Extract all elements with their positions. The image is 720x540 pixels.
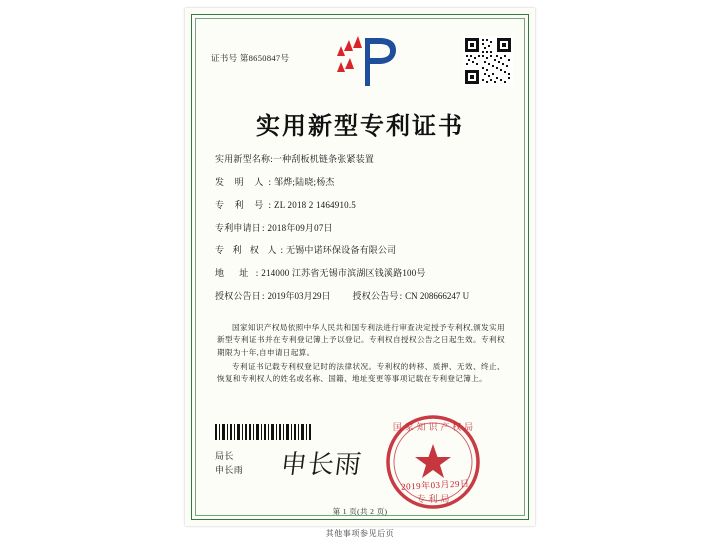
grant-date-segment — [215, 291, 331, 301]
footer-note: 其他事项参见后页 — [325, 529, 395, 538]
field-value: 一种刮板机链条张紧装置 — [272, 154, 375, 164]
field-label: 专 利 号 — [215, 199, 268, 210]
svg-text:国 家 知 识 产 权 局: 国 家 知 识 产 权 局 — [392, 423, 474, 433]
field-colon: : — [262, 222, 265, 233]
certificate-number: 证书号 第8650847号 — [211, 53, 290, 63]
field-value: 邹烨;陆晓;杨杰 — [274, 176, 335, 187]
cnipa-patent-emblem-icon — [335, 34, 401, 90]
field-row-application-date — [215, 223, 507, 233]
field-label: 实用新型名称: — [215, 154, 273, 164]
field-colon: : — [268, 176, 272, 187]
field-label: 地 址 — [215, 268, 255, 279]
director-title-block — [215, 450, 243, 478]
field-colon: : — [280, 245, 283, 256]
page-title: 实用新型专利证书 — [256, 111, 464, 140]
field-row-inventors — [215, 177, 507, 187]
patent-certificate-sheet — [185, 8, 535, 526]
field-value: CN 208666247 U — [405, 291, 470, 302]
field-label: 专 利 权 人 — [215, 245, 280, 256]
field-value: 2019年03月29日 — [267, 291, 331, 302]
field-label: 授权公告号 — [352, 291, 399, 302]
field-colon: : — [268, 199, 272, 210]
field-value: ZL 2018 2 1464910.5 — [274, 199, 356, 210]
field-label: 发 明 人 — [215, 176, 268, 187]
patent-field-list — [215, 154, 507, 314]
field-value: 无锡中诺环保设备有限公司 — [285, 245, 397, 256]
legal-paragraph-2: 专利证书记载专利权登记时的法律状况。专利权的转移、质押、无效、终止、恢复和专利权人的姓名或名称、国籍、地址变更等事项记载在专利登记簿上。 — [217, 361, 505, 384]
seal-date: 2019年03月29日 — [400, 478, 470, 492]
handwritten-signature: 申长雨 — [278, 450, 364, 480]
field-label: 授权公告日 — [215, 291, 262, 302]
svg-text:专 利 局: 专 利 局 — [416, 495, 450, 505]
field-colon: : — [255, 268, 259, 279]
field-colon: : — [262, 291, 265, 302]
field-row-patentee — [215, 245, 507, 255]
field-label: 专利申请日 — [215, 222, 262, 233]
director-name-label: 申长雨 — [215, 464, 244, 475]
field-row-grant-announcement — [215, 291, 507, 301]
field-row-patent-number — [215, 200, 507, 210]
legal-text-block — [217, 322, 505, 387]
field-value: 214000 江苏省无锡市滨湖区钱溪路100号 — [261, 268, 426, 279]
barcode-icon — [215, 424, 311, 440]
field-value: 2018年09月07日 — [267, 222, 333, 233]
legal-paragraph-1: 国家知识产权局依照中华人民共和国专利法进行审查决定授予专利权,颁发实用新型专利证书并在专利登记簿上予以登记。专利权自授权公告之日起生效。专利权期限为十年,自申请日起算。 — [217, 323, 505, 357]
director-title-label: 局长 — [215, 451, 234, 461]
grant-number-segment — [353, 291, 470, 301]
field-row-utility-model-name — [215, 154, 507, 164]
qr-code-icon — [463, 36, 513, 86]
field-colon: : — [399, 291, 403, 302]
page-number: 第 1 页(共 2 页) — [332, 507, 388, 516]
field-row-address — [215, 268, 507, 278]
red-official-seal-icon — [385, 414, 481, 510]
